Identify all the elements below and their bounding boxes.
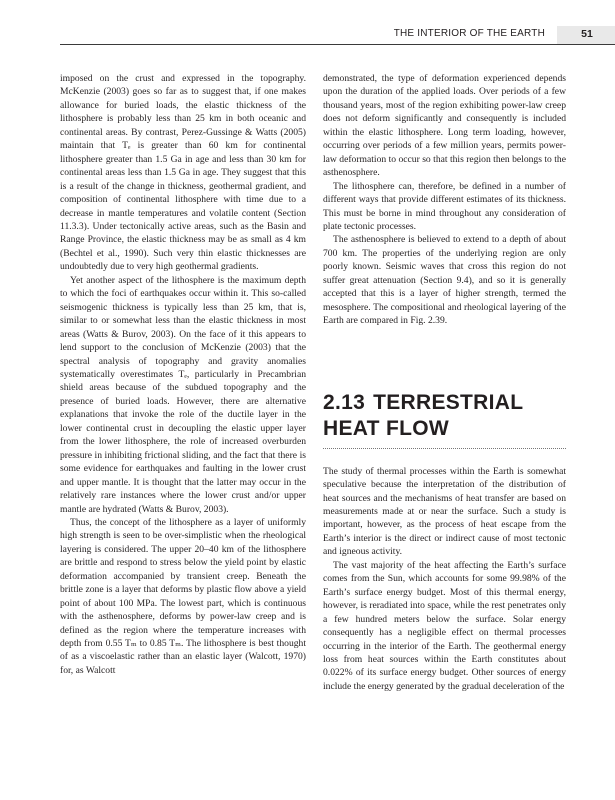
paragraph: The asthenosphere is believed to extend to a depth of about 700 km. The properties of the underlying region are only poorly known. Seismic waves that cross this region do not suffer great attenuation (Section 9.4), and so it is generally accepted that this is a layer of higher strength, termed the mesosphere. The compositional and rheological layering of the Earth are compared in Fig. 2.39. (323, 234, 566, 327)
paragraph: The vast majority of the heat affecting the Earth’s surface comes from the Sun, which accounts for some 99.98% of the Earth’s surface energy budget. Most of this thermal energy, however, is reradiated into space, while the rest penetrates only a few hundred meters below the surface. Solar energy consequently has a negligible effect on thermal processes occurring in the interior of the Earth. The geothermal energy loss from heat sources within the Earth constitutes about 0.022% of its surface energy budget. Other sources of energy include the energy generated by the gradual deceleration of the (323, 559, 566, 692)
section-heading (323, 390, 566, 442)
paragraph: Thus, the concept of the lithosphere as a layer of uniformly high strength is seen to be over-simplistic when the rheological layering is considered. The upper 20–40 km of the lithosphere are brittle and respond to stress below the yield point by elastic deformation accompanied by transient creep. Beneath the brittle zone is a layer that deforms by plastic flow above a yield point of about 100 MPa. The lowest part, which is continuous with the asthenosphere, deforms by power-law creep and is defined as the region where the temperature increases with depth from 0.55 Tₘ to 0.85 Tₘ. The lithosphere is best thought of as a viscoelastic rather than an elastic layer (Walcott, 1970) for, as Walcott (60, 516, 306, 676)
paragraph: demonstrated, the type of deformation experienced depends upon the duration of the applied loads. Over periods of a few thousand years, most of the region exhibiting power-law creep does not deform significantly and consequently is included within the elastic lithosphere. Long term loading, however, occurring over periods of a few million years, permits power-law deformation to occur so that this region then belongs to the asthenosphere. (323, 73, 566, 179)
paragraph: The study of thermal processes within the Earth is somewhat speculative because the interpretation of the distribution of heat sources and the mechanisms of heat transfer are based on measurements made at or near the surface. Such a study is important, however, as the process of heat escape from the Earth’s interior is the direct or indirect cause of most tectonic and igneous activity. (323, 465, 566, 558)
section-title-line1: TERRESTRIAL (373, 390, 524, 414)
right-column (323, 72, 566, 693)
section-number: 2.13 (323, 390, 366, 414)
running-title: THE INTERIOR OF THE EARTH (393, 28, 545, 39)
left-column (60, 72, 306, 677)
paragraph: Yet another aspect of the lithosphere is the maximum depth to which the foci of earthquakes occur within it. This so-called seismogenic thickness is typically less than 25 km, that is, similar to or somewhat less than the elastic thickness in most areas (Watts & Burov, 2003). On the face of it this appears to lend support to the conclusion of McKenzie (2003) that the spectral analysis of topography and gravity anomalies systematically overestimates Tₑ, particularly in Precambrian shield areas because of the subdued topography and the presence of buried loads. However, there are alternative explanations that invoke the role of the ductile layer in the lower continental crust in decoupling the elastic upper layer from the lower lithosphere, the role of increased overburden pressure in inhibiting frictional sliding, and the fact that there is some evidence for earthquakes and faulting in the lower crust and upper mantle. It is thought that the latter may occur in the relatively rare instances where the lower crust and/or upper mantle are hydrated (Watts & Burov, 2003). (60, 274, 306, 515)
section-spacer (323, 328, 566, 390)
page-number: 51 (581, 28, 593, 40)
header-rule (60, 44, 615, 45)
paragraph: The lithosphere can, therefore, be defined in a number of different ways that provide different estimates of its thickness. This must be borne in mind throughout any consideration of plate tectonic processes. (323, 180, 566, 232)
section-title-line2: HEAT FLOW (323, 416, 449, 440)
paragraph: imposed on the crust and expressed in the topography. McKenzie (2003) goes so far as to suggest that, if one makes allowance for buried loads, the elastic thickness of the lithosphere is probably less than 25 km in both oceanic and continental areas. By contrast, Perez-Gussinge & Watts (2005) maintain that Tₑ is greater than 60 km for continental lithosphere greater than 1.5 Ga in age and less than 30 km for continental areas less than 1.5 Ga in age. They suggest that this is a result of the change in thickness, geothermal gradient, and composition of continental lithosphere with time due to a decrease in mantle temperatures and volatile content (Section 11.3.3). Under tectonically active areas, such as the Basin and Range Province, the elastic thickness may be as small as 4 km (Bechtel et al., 1990). Such very thin elastic thicknesses are undoubtedly due to very high geothermal gradients. (60, 73, 306, 273)
